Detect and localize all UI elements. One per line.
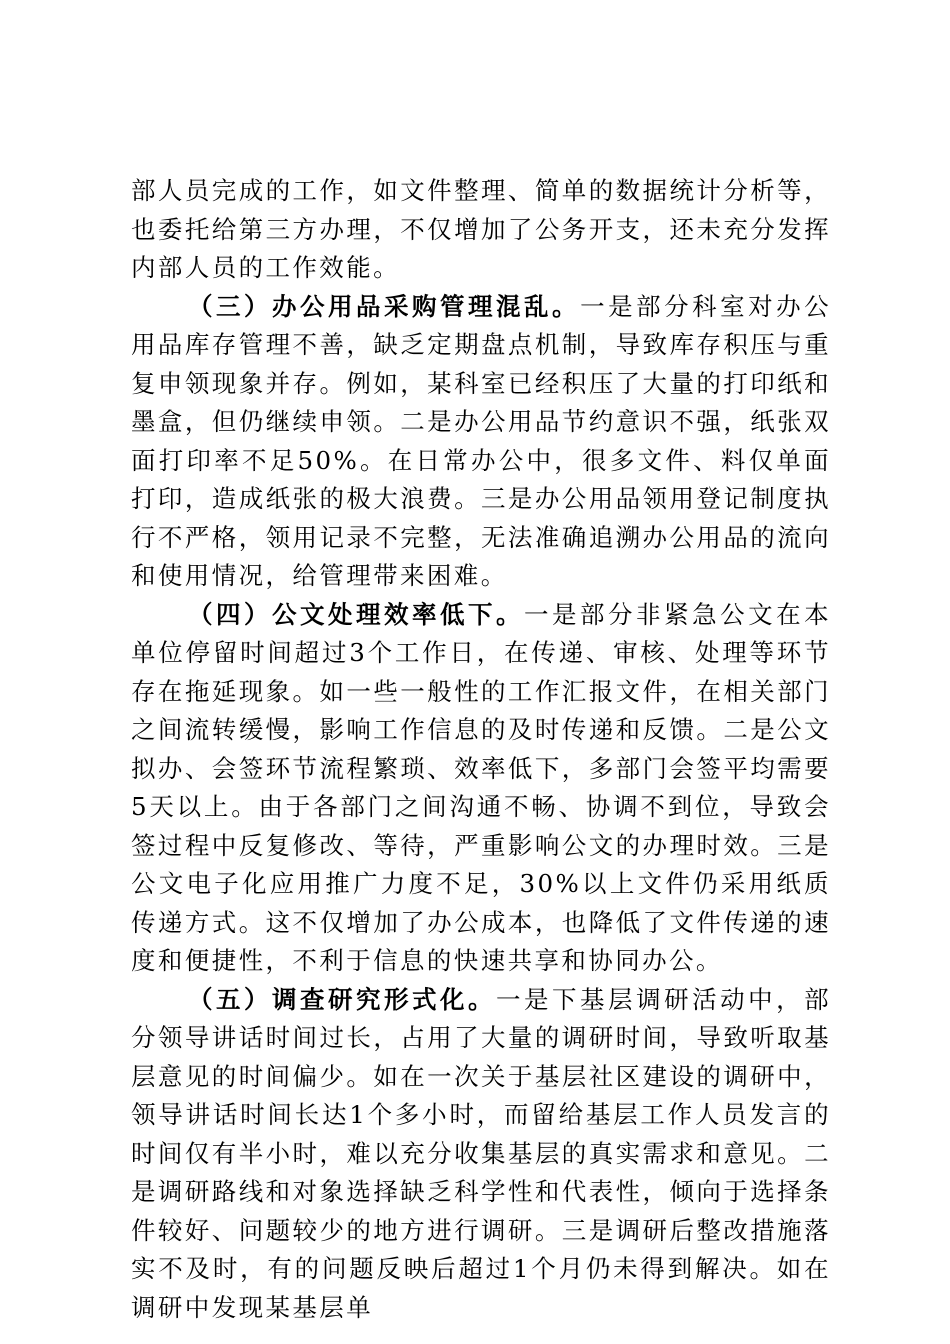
paragraph-research bbox=[131, 981, 831, 1328]
paragraph-body: 一是部分科室对办公用品库存管理不善，缺乏定期盘点机制，导致库存积压与重复申领现象并存。例如，某科室已经积压了大量的打印纸和墨盒，但仍继续申领。二是办公用品节约意识不强，纸张双面打印率不足50%。在日常办公中，很多文件、料仅单面打印，造成纸张的极大浪费。三是办公用品领用登记制度执行不严格，领用记录不完整，无法准确追溯办公用品的流向和使用情况，给管理带来困难。 bbox=[131, 291, 831, 590]
paragraph-office-supplies bbox=[131, 288, 831, 596]
paragraph-body: 一是下基层调研活动中，部分领导讲话时间过长，占用了大量的调研时间，导致听取基层意见的时间偏少。如在一次关于基层社区建设的调研中，领导讲话时间长达1个多小时，而留给基层工作人员发言的时间仅有半小时，难以充分收集基层的真实需求和意见。二是调研路线和对象选择缺乏科学性和代表性，倾向于选择条件较好、问题较少的地方进行调研。三是调研后整改措施落实不及时，有的问题反映后超过1个月仍未得到解决。如在调研中发现某基层单 bbox=[131, 984, 831, 1322]
paragraph-body: 一是部分非紧急公文在本单位停留时间超过3个工作日，在传递、审核、处理等环节存在拖延现象。如一些一般性的工作汇报文件，在相关部门之间流转缓慢，影响工作信息的及时传递和反馈。二是公文拟办、会签环节流程繁琐、效率低下，多部门会签平均需要5天以上。由于各部门之间沟通不畅、协调不到位，导致会签过程中反复修改、等待，严重影响公文的办理时效。三是公文电子化应用推广力度不足，30%以上文件仍采用纸质传递方式。这不仅增加了办公成本，也降低了文件传递的速度和便捷性，不利于信息的快速共享和协同办公。 bbox=[131, 599, 831, 975]
paragraph-body: 部人员完成的工作，如文件整理、简单的数据统计分析等，也委托给第三方办理，不仅增加了公务开支，还未充分发挥内部人员的工作效能。 bbox=[131, 176, 831, 282]
section-heading-4: （四）公文处理效率低下。 bbox=[188, 599, 525, 629]
section-heading-5: （五）调查研究形式化。 bbox=[188, 984, 497, 1014]
document-body bbox=[131, 172, 831, 1327]
section-heading-3: （三）办公用品采购管理混乱。 bbox=[188, 291, 581, 321]
paragraph-document-processing bbox=[131, 596, 831, 981]
paragraph-continuation bbox=[131, 172, 831, 288]
